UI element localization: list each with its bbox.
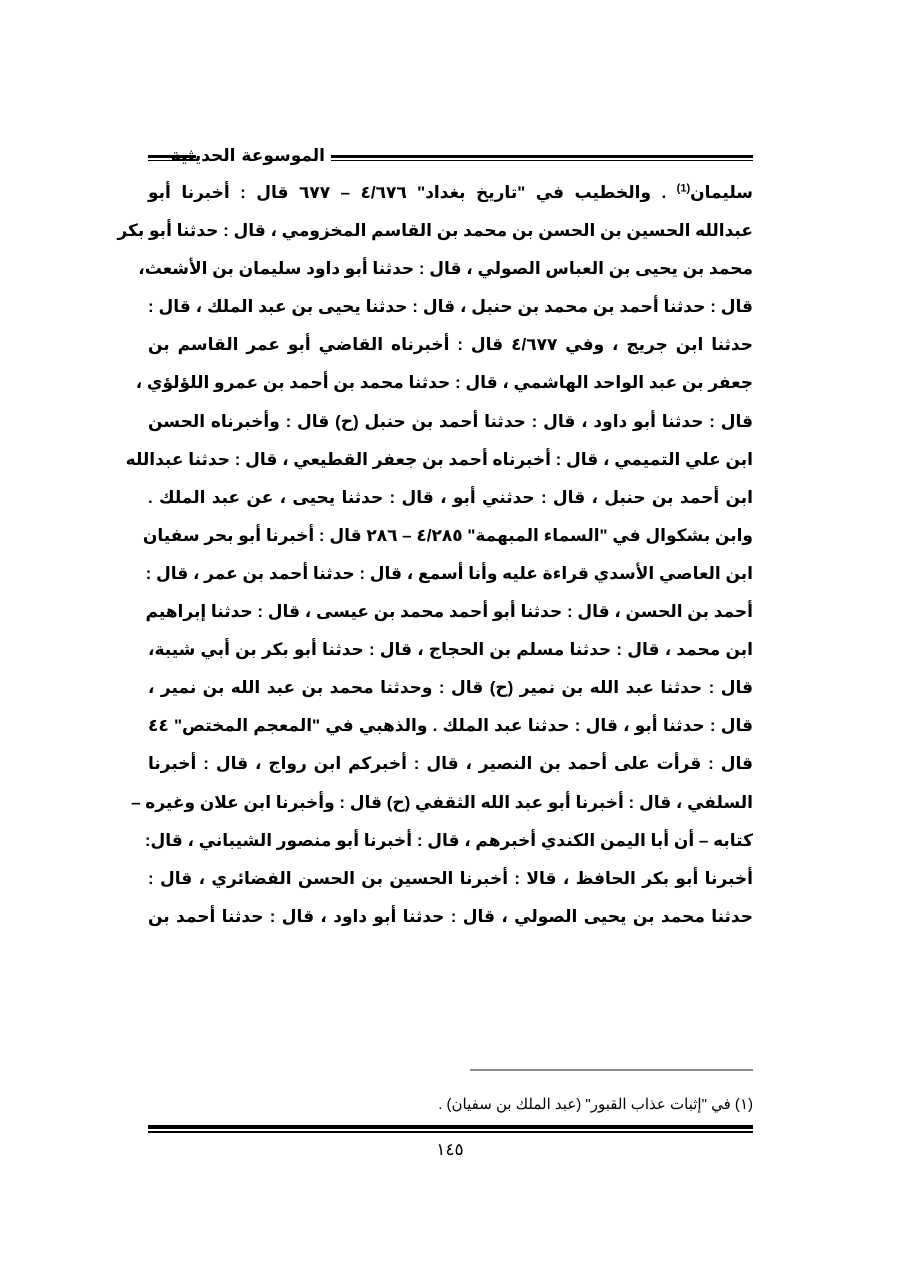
- text-line: أخبرنا أبو بكر الحافظ ، قالا : أخبرنا الحسين بن الحسن الفضائري ، قال :: [148, 868, 753, 888]
- running-header: [148, 143, 753, 171]
- text-line: قال : حدثنا أبو ، قال : حدثنا عبد الملك . والذهبي في "المعجم المختص" ٤٤: [148, 716, 753, 736]
- text-line: جعفر بن عبد الواحد الهاشمي ، قال : حدثنا محمد بن أحمد بن عمرو اللؤلؤي ،: [135, 373, 753, 393]
- body-text: [117, 174, 753, 936]
- text-line: ابن العاصي الأسدي قراءة عليه وأنا أسمع ، قال : حدثنا أحمد بن عمر ، قال :: [145, 563, 753, 583]
- text-line: قال : حدثنا أحمد بن محمد بن حنبل ، قال : حدثنا يحيى بن عبد الملك ، قال :: [148, 297, 753, 317]
- page-number: ١٤٥: [436, 1140, 464, 1159]
- text-line: قال : حدثنا أبو داود ، قال : حدثنا أحمد بن حنبل (ح) قال : وأخبرناه الحسن: [148, 411, 753, 431]
- text-word: سليمان: [690, 183, 753, 202]
- text-line: عبدالله الحسين بن الحسن بن محمد بن القاسم المخزومي ، قال : حدثنا أبو بكر: [117, 221, 753, 241]
- text-segment: . والخطيب في "تاريخ بغداد" ٤/٦٧٦ – ٦٧٧ قال : أخبرنا أبو: [148, 183, 677, 202]
- text-line: السلفي ، قال : أخبرنا أبو عبد الله الثقفي (ح) قال : وأخبرنا ابن علان وغيره –: [131, 792, 753, 812]
- text-line: ابن محمد ، قال : حدثنا مسلم بن الحجاج ، قال : حدثنا أبو بكر بن أبي شيبة،: [148, 640, 753, 660]
- text-line: كتابه – أن أبا اليمن الكندي أخبرهم ، قال : أخبرنا أبو منصور الشيباني ، قال:: [144, 830, 753, 850]
- text-line: أحمد بن الحسن ، قال : حدثنا أبو أحمد محمد بن عيسى ، قال : حدثنا إبراهيم: [145, 602, 753, 622]
- text-line: ابن علي التميمي ، قال : أخبرناه أحمد بن جعفر القطيعي ، قال : حدثنا عبدالله: [125, 449, 753, 469]
- text-line: محمد بن يحيى بن العباس الصولي ، قال : حدثنا أبو داود سليمان بن الأشعث،: [138, 259, 753, 279]
- header-rule-long: [331, 155, 753, 161]
- text-line: ابن أحمد بن حنبل ، قال : حدثني أبو ، قال : حدثنا يحيى ، عن عبد الملك .: [148, 487, 753, 507]
- footnote-separator: [470, 1069, 753, 1071]
- text-line: وابن بشكوال في "السماء المبهمة" ٤/٢٨٥ – ٢٨٦ قال : أخبرنا أبو بحر سفيان: [142, 525, 753, 545]
- footnote: (١) في "إثبات عذاب القبور" (عبد الملك بن سفيان) .: [438, 1096, 753, 1113]
- text-line: قال : حدثنا عبد الله بن نمير (ح) قال : وحدثنا محمد بن عبد الله بن نمير ،: [148, 678, 753, 698]
- text-line: قال : قرأت على أحمد بن النصير ، قال : أخبركم ابن رواج ، قال : أخبرنا: [148, 754, 753, 774]
- text-line: حدثنا ابن جريج ، وفي ٤/٦٧٧ قال : أخبرناه القاضي أبو عمر القاسم بن: [148, 335, 753, 355]
- footnote-ref[interactable]: (1): [676, 182, 691, 195]
- header-title: الموسوعة الحديثية: [170, 146, 325, 166]
- text-line: [148, 174, 753, 212]
- footer-rule: [148, 1125, 753, 1133]
- text-line: حدثنا محمد بن يحيى الصولي ، قال : حدثنا أبو داود ، قال : حدثنا أحمد بن: [148, 906, 753, 926]
